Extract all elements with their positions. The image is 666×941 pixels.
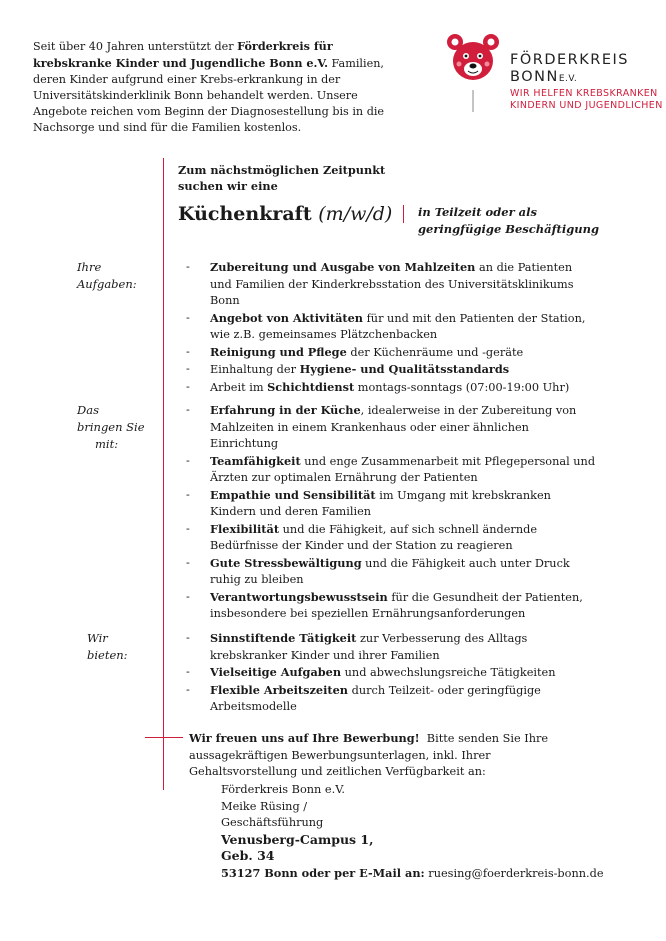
job-title [178,203,392,225]
item-bold: Verantwortungsbewusstsein [210,589,388,604]
item-text: der Küchenräume und -geräte [346,345,524,359]
label-line: Ihre [77,260,102,274]
email-link[interactable]: ruesing@foerderkreis-bonn.de [424,866,604,880]
list-item [186,402,596,453]
item-bold: Hygiene- und Qualitätsstandards [299,362,510,376]
label-line: mit: [95,437,119,451]
dash: - [186,521,190,535]
list-item [186,682,596,716]
divider-title [403,205,404,223]
item-text: montags-sonntags (07:00-19:00 Uhr) [354,380,570,394]
dash: - [186,555,190,569]
list-aufgaben [186,259,596,396]
item-text: Einhaltung der [210,363,300,376]
label-line: bieten: [87,648,128,662]
logo-text [510,52,663,112]
item-bold: Angebot von Aktivitäten [210,310,364,325]
dash: - [186,589,190,603]
lead-text: Zum nächstmöglichen Zeitpunkt suchen wir eine [178,163,386,193]
list-item [186,310,596,344]
item-text: im Umgang mit krebskranken Kindern und deren Familien [210,488,551,518]
item-text: Arbeit im [210,380,268,394]
item-bold: Empathie und Sensibilität [210,487,376,502]
dash: - [186,362,190,375]
intro-text: Seit über 40 Jahren unterstützt der [33,40,238,53]
address-line: Meike Rüsing / [221,799,308,813]
logo-bonn: BONN [510,69,559,85]
logo-line-4: KINDERN UND JUGENDLICHEN [510,100,663,111]
address-line: Geb. 34 [221,848,275,863]
list-item [186,259,596,310]
item-bold: Schichtdienst [267,379,355,394]
divider-horizontal [145,737,183,738]
closing-bold: Wir freuen uns auf Ihre Bewerbung! [189,731,420,745]
item-text: , idealerweise in der Zubereitung von Mahlzeiten in einem Krankenhaus oder einer ähnlichen Einrichtung [210,404,577,450]
item-text: und enge Zusammenarbeit mit Pflegepersonal und Ärzten zur optimalen Ernährung der Patienten [210,454,596,484]
item-text: für die Gesundheit der Patienten, insbesondere bei speziellen Ernährungsanforderungen [210,590,583,620]
label-line: Das [77,403,99,417]
item-bold: Zubereitung und Ausgabe von Mahlzeiten [210,260,476,274]
dash: - [186,453,190,467]
item-text: für und mit den Patienten der Station, wie z.B. gemeinsames Plätzchenbacken [210,311,586,341]
teddy-bear-logo-icon [445,28,507,112]
item-text: durch Teilzeit- oder geringfügige Arbeitsmodelle [210,683,541,713]
item-bold: Reinigung und Pflege [210,344,347,359]
dash: - [186,665,190,678]
list-item [186,589,596,623]
item-text: und die Fähigkeit auch unter Druck ruhig zu bleiben [210,556,570,586]
section-label-aufgaben [77,259,137,293]
item-bold: Flexible Arbeitszeiten [210,682,349,697]
item-text: an die Patienten und Familien der Kinderkrebsstation des Universitätsklinikums Bonn [210,261,574,307]
list-item [186,555,596,589]
item-bold: Sinnstiftende Tätigkeit [210,631,357,645]
logo-line-1: FÖRDERKREIS [510,52,629,68]
logo-line-2 [510,69,663,88]
label-line: Aufgaben: [77,277,137,291]
logo-ev: E.V. [558,74,578,84]
item-bold: Flexibilität [210,521,280,536]
list-bieten [186,630,596,716]
intro-paragraph [33,38,403,136]
address-line: Venusberg-Campus 1, [221,831,374,847]
list-item [186,521,596,555]
section-label-bieten [87,630,128,664]
contact-address [221,782,621,882]
item-text: und die Fähigkeit, auf sich schnell ändernde Bedürfnisse der Kinder und der Station zu reagieren [210,522,538,552]
list-item [186,344,596,362]
dash: - [186,310,190,324]
list-item [186,630,596,664]
address-line: Förderkreis Bonn e.V. [221,783,345,796]
item-bold: Erfahrung in der Küche [210,403,361,417]
logo-line-3: WIR HELFEN KREBSKRANKEN [510,88,658,99]
job-subtitle: in Teilzeit oder als geringfügige Beschäftigung [418,205,600,236]
item-text: zur Verbesserung des Alltags krebskranker Kinder und ihrer Familien [210,632,528,662]
intro-org-name: Förderkreis für krebskranke Kinder und Jugendliche Bonn e.V. [33,39,333,70]
dash: - [186,682,190,696]
section-label-mit [77,402,145,453]
job-title-suffix: (m/w/d) [318,203,393,225]
dash: - [186,379,190,393]
list-item [186,379,596,397]
list-item [186,664,596,682]
dash: - [186,631,190,644]
dash: - [186,344,190,358]
address-line: Geschäftsführung [221,816,324,829]
closing-text: Bitte senden Sie Ihre aussagekräftigen Bewerbungsunterlagen, inkl. Ihrer Gehaltsvorstellung und zeitlichen Verfügbarkeit an: [189,732,552,778]
list-item [186,361,596,379]
dash: - [186,403,190,416]
list-mit [186,402,596,623]
label-line: bringen Sie [77,420,145,434]
intro-text-rest: Familien, deren Kinder aufgrund einer Krebs-erkrankung in der Universitätskinderklinik Bonn behandelt werden. Unsere Angebote reichen vom Beginn der Diagnosestellung bis in die Nachsorge und sind für die Familien kostenlos. [33,57,385,134]
job-title-text: Küchenkraft [178,203,312,225]
closing-paragraph [189,730,589,781]
dash: - [186,487,190,501]
item-bold: Teamfähigkeit [210,453,301,468]
label-line: Wir [87,631,108,645]
list-item [186,487,596,521]
dash: - [186,260,190,273]
list-item [186,453,596,487]
divider-vertical [163,190,164,790]
item-bold: Vielseitige Aufgaben [210,665,342,679]
address-line: 53127 Bonn oder per E-Mail an: [221,865,425,880]
item-text: und abwechslungsreiche Tätigkeiten [341,666,556,679]
item-bold: Gute Stressbewältigung [210,555,362,570]
